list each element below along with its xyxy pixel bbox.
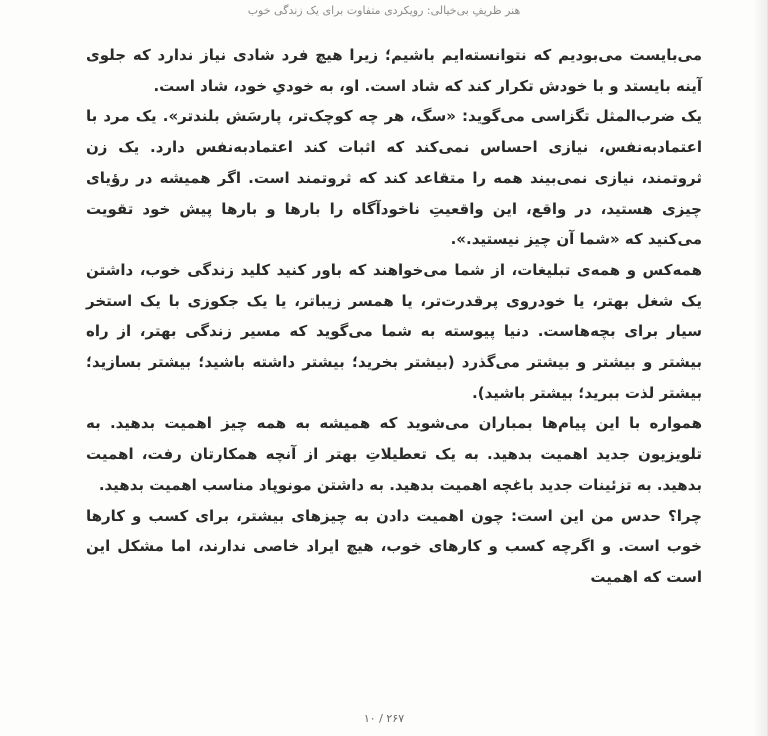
paragraph-1: می‌بایست می‌بودیم که نتوانسته‌ایم باشیم؛ زیرا هیچ فرد شادی نیاز ندارد که جلوی آینه بایستد و با خودش تکرار کند که شاد است. او، به خودیِ خود، شاد است. xyxy=(86,46,702,95)
paragraph-3: همه‌کس و همه‌ی تبلیغات، از شما می‌خواهند که باور کنید کلید زندگی خوب، داشتن یک شغل بهتر، یا خودروی پرقدرت‌تر، یا همسر زیباتر، یا یک جکوزی با یک استخر سیار برای بچه‌هاست. دنیا پیوسته به شما می‌گوید که مسیر زندگی بهتر، از راه بیشتر و بیشتر و بیشتر می‌گذرد (بیشتر بخرید؛ بیشتر داشته باشید؛ بیشتر بسازید؛ بیشتر لذت ببرید؛ بیشتر باشید). xyxy=(86,260,702,402)
running-header: هنر ظریفِ بی‌خیالی: رویکردی متفاوت برای یک زندگی خوب xyxy=(247,4,521,17)
paragraph-2: یک ضرب‌المثل تگزاسی می‌گوید: «سگ، هر چه کوچک‌تر، پارسَش بلندتر». یک مرد با اعتمادبه‌نفس، نیازی احساس نمی‌کند که اثبات کند اعتمادبه‌نفس دارد. یک زن ثروتمند، نیازی نمی‌بیند همه را متقاعد کند که ثروتمند است. اگر همیشه در رؤیای چیزی هستید، در واقع، این واقعیتِ ناخودآگاه را بارها و بارها پیش خود تقویت می‌کنید که «شما آن چیز نیستید.». xyxy=(86,107,702,249)
paragraph-5: چرا؟ حدس من این است: چون اهمیت دادن به چیزهای بیشتر، برای کسب و کارها خوب است. و اگرچه کسب و کارهای خوب، هیچ ایراد خاصی ندارند، اما مشکل این است که اهمیت xyxy=(86,506,702,586)
page-body xyxy=(86,40,702,593)
page-number: ۲۶۷ / ۱۰ xyxy=(363,712,405,725)
paragraph-4: همواره با این پیام‌ها بمباران می‌شوید که همیشه به همه چیز اهمیت بدهید. به تلویزیون جدید اهمیت بدهید. به یک تعطیلاتِ بهتر از آنچه همکارتان رفت، اهمیت بدهید. به تزئینات جدید باغچه اهمیت بدهید. به داشتن مونوپاد مناسب اهمیت بدهید. xyxy=(86,414,702,494)
